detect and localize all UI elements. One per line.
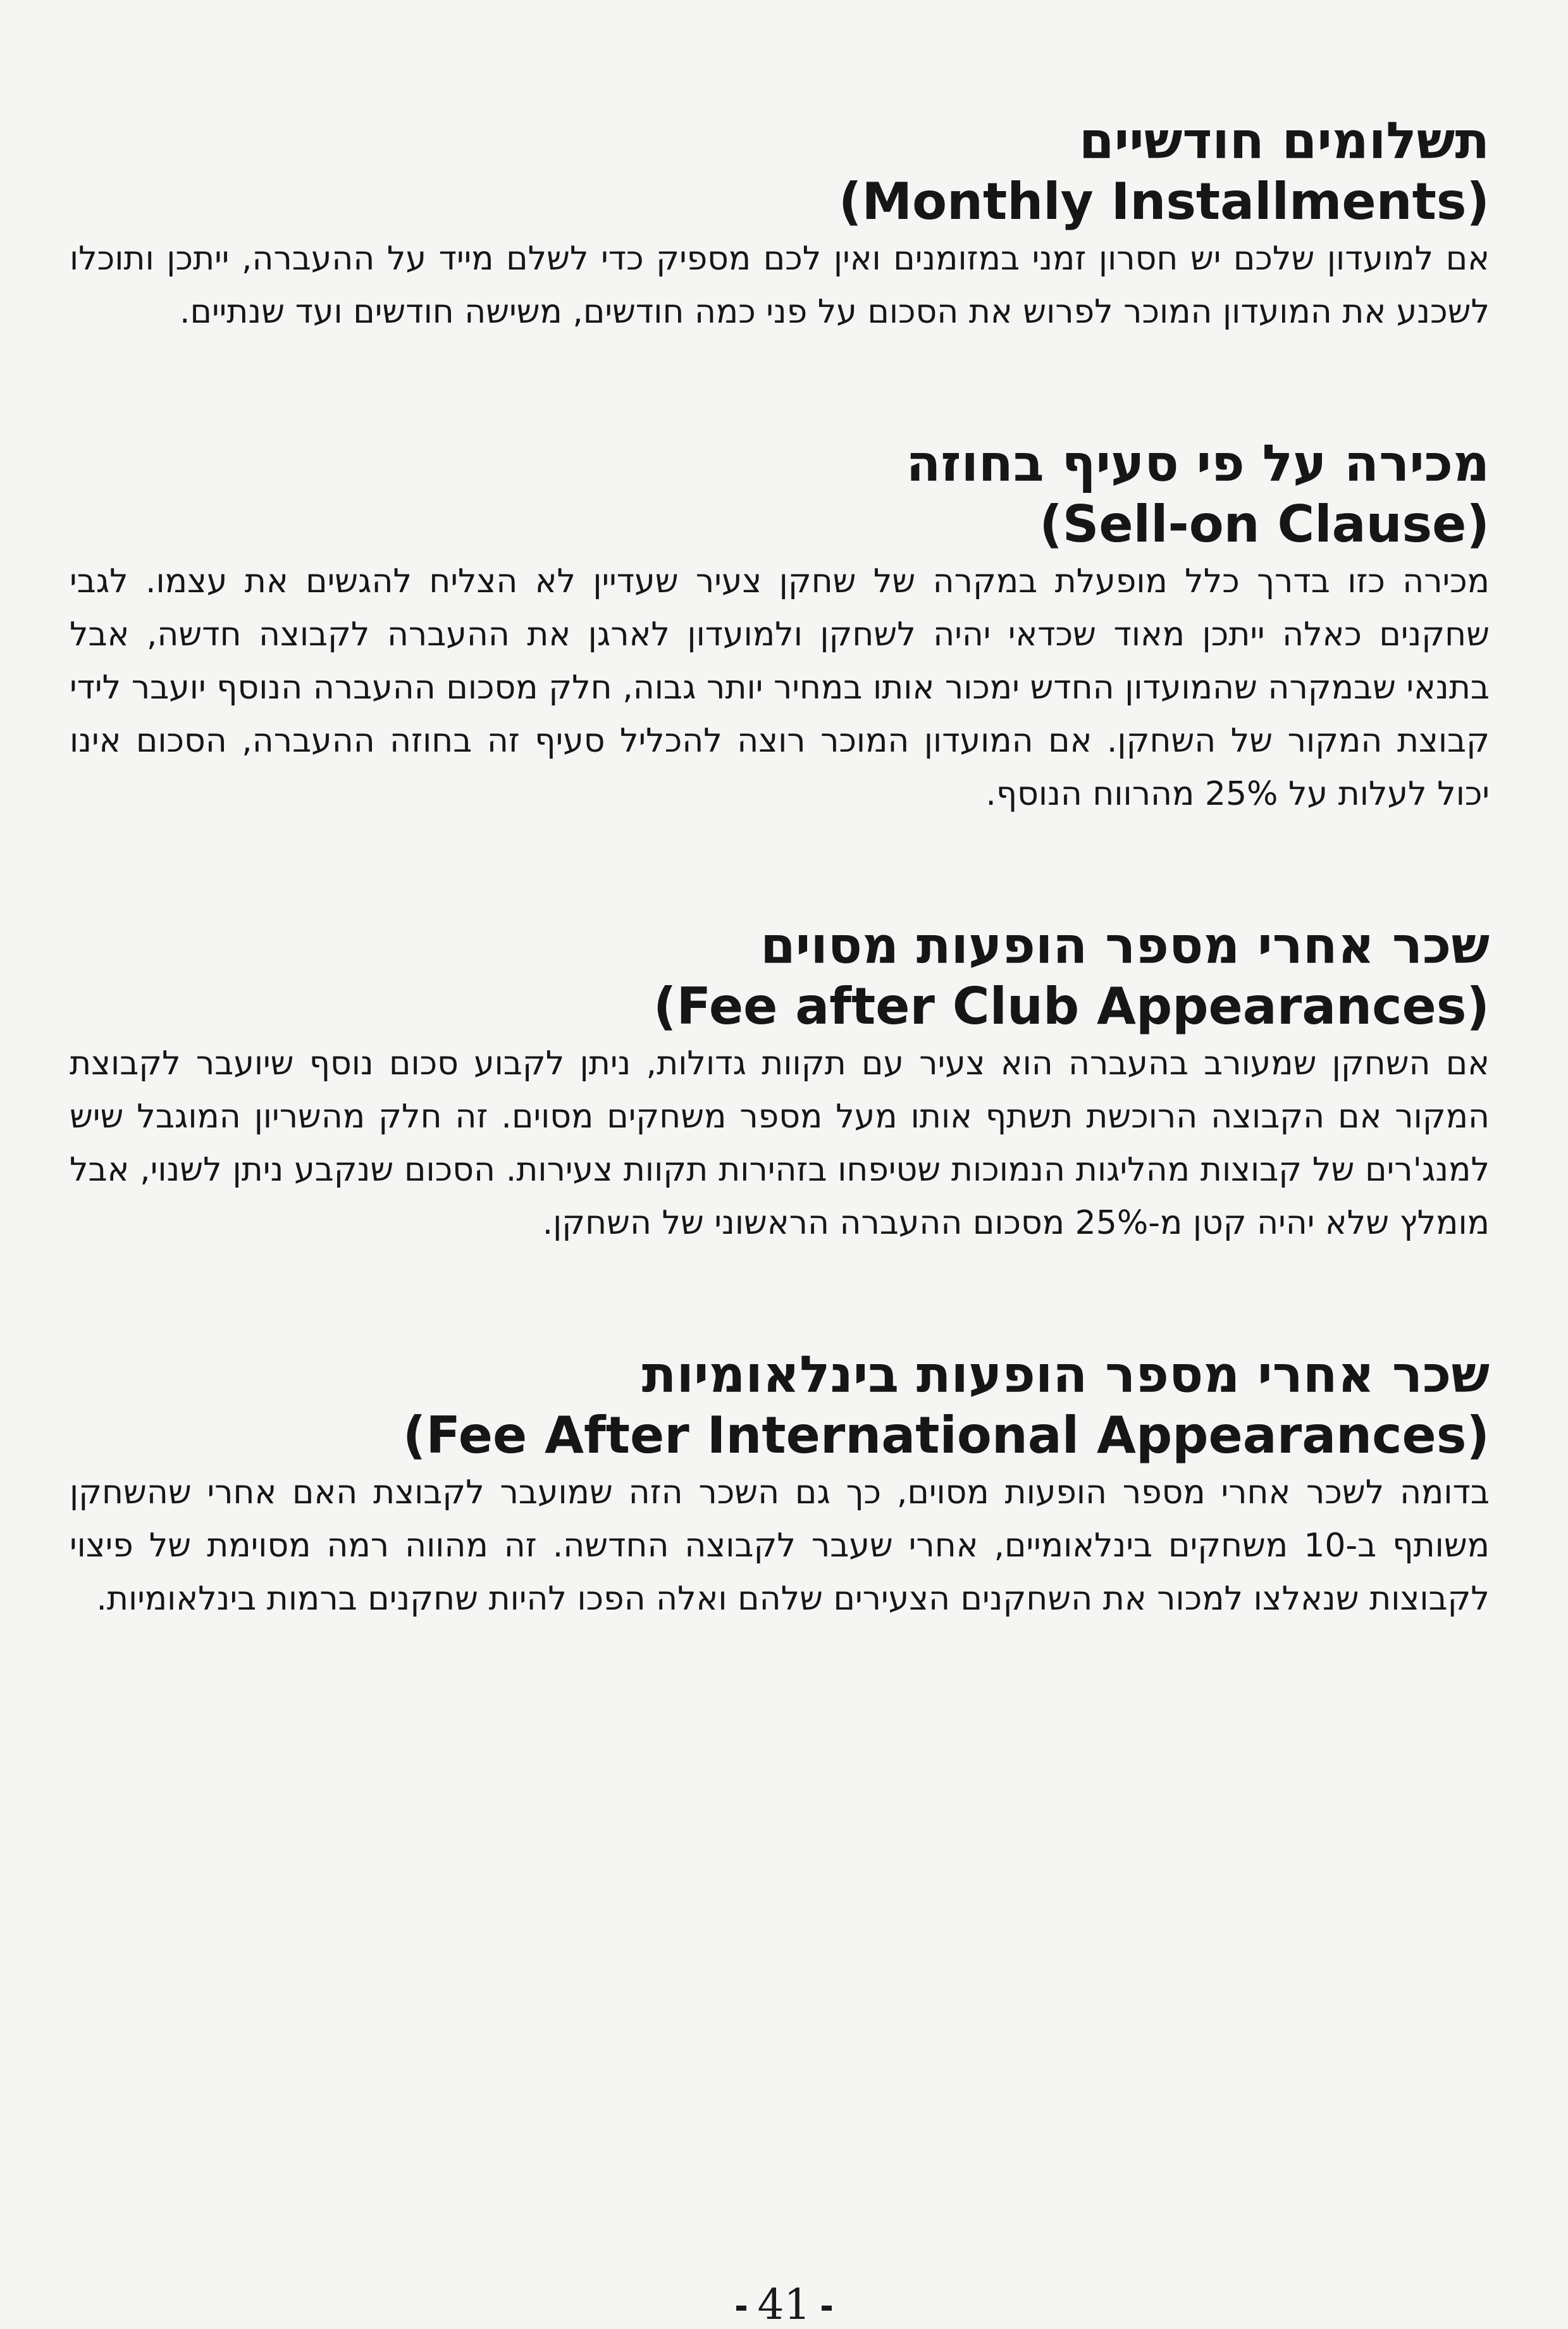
section-fee-after-international-appearances: [70, 1345, 1490, 1625]
section-body: אם השחקן שמעורב בהעברה הוא צעיר עם תקוות גדולות, ניתן לקבוע סכום נוסף שיועבר לקבוצת המקור אם הקבוצה הרוכשת תשתף אותו מעל מספר משחקים מסוים. זה חלק מהשריון המוגבל שיש למנג'רים של קבוצות מהליגות הנמוכות שטיפחו בזהירות תקוות צעירות. הסכום שנקבע ניתן לשנוי, אבל מומלץ שלא יהיה קטן מ-25% מסכום ההעברה הראשוני של השחקן.: [70, 1045, 1490, 1242]
section-fee-after-club-appearances: [70, 916, 1490, 1250]
page-number: 41: [757, 2280, 811, 2329]
footer-dash-right: [822, 2306, 832, 2311]
section-heading-hebrew: שכר אחרי מספר הופעות בינלאומיות: [641, 1345, 1490, 1404]
section-body: מכירה כזו בדרך כלל מופעלת במקרה של שחקן צעיר שעדיין לא הצליח להגשים את עצמו. לגבי שחקנים כאלה ייתכן מאוד שכדאי יהיה לשחקן ולמועדון לארגן את ההעברה לקבוצה חדשה, אבל בתנאי שבמקרה שהמועדון החדש ימכור אותו במחיר יותר גבוה, חלק מסכום ההעברה הנוסף יועבר לידי קבוצת המקור של השחקן. אם המועדון המוכר רוצה להכליל סעיף זה בחוזה ההעברה, הסכום אינו יכול לעלות על 25% מהרווח הנוסף.: [70, 562, 1490, 813]
section-body: אם למועדון שלכם יש חסרון זמני במזומנים ואין לכם מספיק כדי לשלם מייד על ההעברה, ייתכן ותוכלו לשכנע את המועדון המוכר לפרוש את הסכום על פני כמה חודשים, משישה חודשים ועד שנתיים.: [70, 240, 1490, 331]
section-heading-hebrew: מכירה על פי סעיף בחוזה: [906, 434, 1490, 493]
section-heading-english-text: (Monthly Installments): [838, 172, 1490, 231]
section-heading-hebrew: תשלומים חודשיים: [1078, 111, 1490, 170]
section-monthly-installments: [70, 111, 1490, 338]
section-heading-hebrew: שכר אחרי מספר הופעות מסוים: [760, 916, 1490, 975]
footer-dash-left: [736, 2306, 746, 2311]
section-heading-english: [70, 1405, 1490, 1466]
section-heading-english-text: (Fee after Club Appearances): [653, 977, 1490, 1036]
section-heading-english: [70, 494, 1490, 555]
section-heading-english: [70, 976, 1490, 1037]
page-footer: [0, 2280, 1568, 2329]
section-body: בדומה לשכר אחרי מספר הופעות מסוים, כך גם השכר הזה שמועבר לקבוצת האם אחרי שהשחקן משותף ב-10 משחקים בינלאומיים, אחרי שעבר לקבוצה החדשה. זה מהווה רמה מסוימת של פיצוי לקבוצות שנאלצו למכור את השחקנים הצעירים שלהם ואלה הפכו להיות שחקנים ברמות בינלאומיות.: [70, 1474, 1490, 1618]
section-heading-english: [70, 171, 1490, 232]
section-heading-english-text: (Fee After International Appearances): [402, 1406, 1490, 1465]
section-heading-english-text: (Sell-on Clause): [1039, 495, 1490, 554]
page-content: [70, 111, 1490, 1625]
section-sell-on-clause: [70, 433, 1490, 821]
